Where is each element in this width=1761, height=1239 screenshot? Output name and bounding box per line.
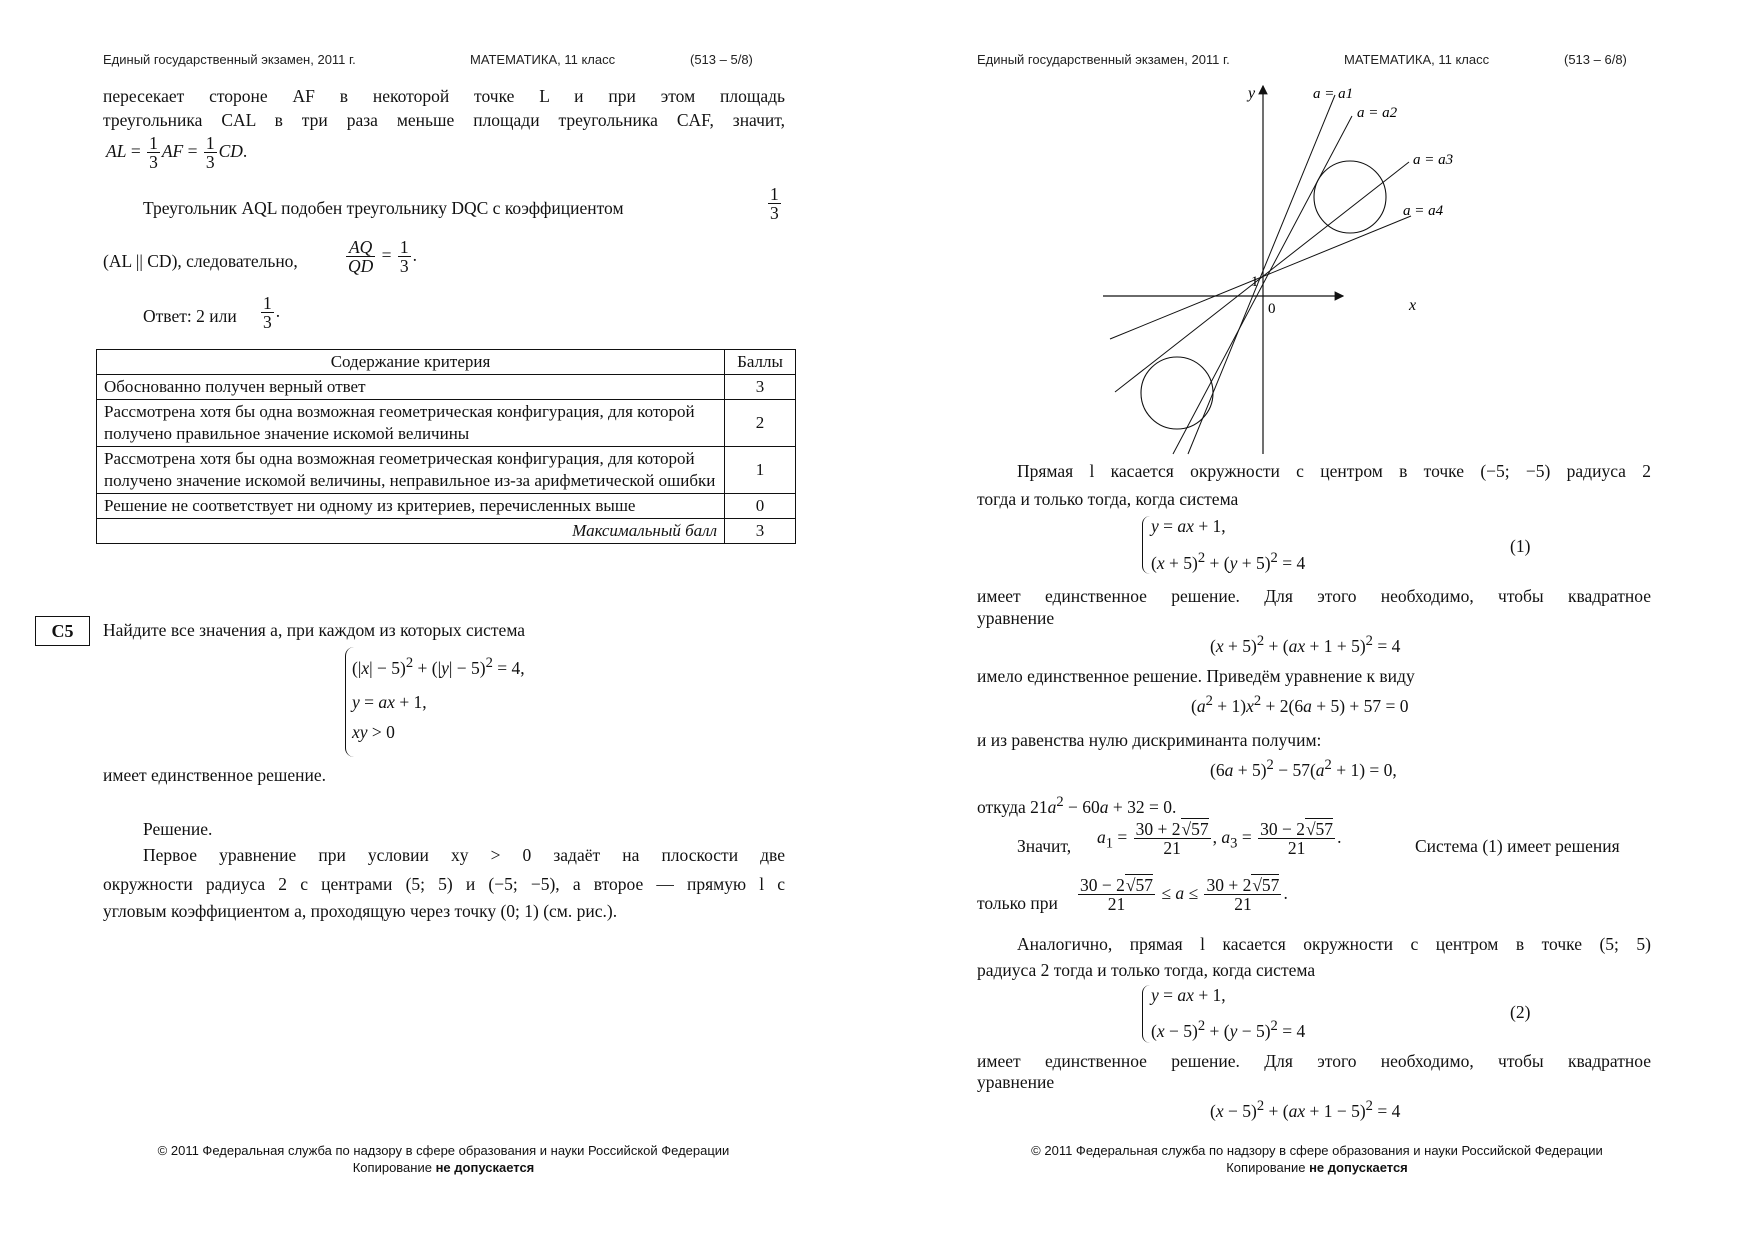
formula-al: AL = $\frac{1}{3}$ AF = $\frac{1}{3}$ CD.	[106, 133, 248, 173]
header-subject: МАТЕМАТИКА, 11 класс	[470, 52, 616, 67]
criteria-text: Рассмотрена хотя бы одна возможная геометрическая конфигурация, для которой получено правильное значение искомой величины	[97, 400, 725, 447]
task-label: C5	[35, 616, 90, 646]
origin-label: 0	[1268, 301, 1276, 317]
eq-quadratic-1: $(x + 5)^2 + (ax + 1 + 5)^2 = 4$	[1210, 633, 1401, 656]
similar-text: Треугольник AQL подобен треугольнику DQC с коэффициентом	[143, 198, 624, 218]
p6-system: Система (1) имеет решения	[1415, 836, 1620, 856]
p6-only: только при	[977, 893, 1058, 913]
header-subject: МАТЕМАТИКА, 11 класс	[1344, 52, 1490, 67]
label-a2: a = a2	[1357, 105, 1398, 121]
intro-line-1: пересекает стороне AF в некоторой точке L и при этом площадь	[103, 86, 785, 106]
criteria-max-label: Максимальный балл	[97, 519, 725, 544]
label-a4: a = a4	[1403, 203, 1444, 219]
interval-a: $\frac{30 - 2√57}{21}$ ≤ a ≤ $\frac{30 + 2√57}{21}$ .	[1080, 875, 1288, 915]
p2-line-2: уравнение	[977, 608, 1055, 628]
system-eq-2: y = ax + 1,	[352, 692, 427, 712]
task-tail: имеет единственное решение.	[103, 765, 326, 785]
system-1-eq-1: y = ax + 1,	[1151, 516, 1226, 536]
p6-so: Значит,	[1017, 836, 1072, 856]
p1-line-1: Прямая l касается окружности с центром в точке (−5; −5) радиуса 2	[1017, 461, 1651, 481]
criteria-max-row	[97, 519, 796, 544]
table-row	[97, 375, 796, 400]
table-row	[97, 447, 796, 494]
system-2-number: (2)	[1510, 1002, 1531, 1022]
p1-line-2: тогда и только тогда, когда система	[977, 489, 1239, 509]
roots-a1-a3: $a_1$ = $\frac{30 + 2√57}{21}$ , $a_3$ = $\frac{30 - 2√57}{21}$ .	[1097, 819, 1342, 859]
criteria-points: 0	[725, 494, 796, 519]
p5: откуда $21a^2 - 60a + 32 = 0$.	[977, 794, 1177, 817]
p8-line-1: имеет единственное решение. Для этого необходимо, чтобы квадратное	[977, 1051, 1651, 1071]
header-exam: Единый государственный экзамен, 2011 г.	[103, 52, 356, 67]
eq-quadratic-2: $(x - 5)^2 + (ax + 1 - 5)^2 = 4$	[1210, 1098, 1401, 1121]
footer-forbidden: не допускается	[1309, 1160, 1408, 1175]
system-1-number: (1)	[1510, 536, 1531, 556]
system-2-eq-1: y = ax + 1,	[1151, 985, 1226, 1005]
similar-cond: (AL || CD), следовательно,	[103, 251, 298, 271]
criteria-header-points: Баллы	[725, 350, 796, 375]
eq-reduced: $(a^2 + 1)x^2 + 2(6a + 5) + 57 = 0$	[1191, 693, 1409, 716]
p4: и из равенства нулю дискриминанта получим:	[977, 730, 1322, 750]
criteria-table	[96, 349, 796, 544]
system-2-eq-2: $(x - 5)^2 + (y - 5)^2 = 4$	[1151, 1018, 1306, 1041]
system-2-brace	[1142, 985, 1150, 1043]
solution-line-2: окружности радиуса 2 с центрами (5; 5) и (−5; −5), а второе — прямую l с	[103, 874, 785, 894]
p2-line-1: имеет единственное решение. Для этого необходимо, чтобы квадратное	[977, 586, 1651, 606]
x-axis-label: x	[1409, 297, 1417, 314]
one-label: 1	[1251, 274, 1259, 290]
criteria-header-row	[97, 350, 796, 375]
formula-aq-qd: $\frac{AQ}{QD}$ = $\frac{1}{3}$ .	[348, 237, 418, 277]
intro-line-2: треугольника CAL в три раза меньше площади треугольника CAF, значит,	[103, 110, 785, 130]
system-eq-3: xy > 0	[352, 722, 395, 742]
p5-text: откуда	[977, 796, 1026, 817]
label-a1: a = a1	[1313, 86, 1354, 102]
p7-line-2: радиуса 2 тогда и только тогда, когда система	[977, 960, 1316, 980]
eq-discriminant: $(6a + 5)^2 - 57(a^2 + 1) = 0$,	[1210, 757, 1397, 780]
tangent-line-a1	[1188, 95, 1335, 454]
system-eq-1: $(|x| - 5)^2 + (|y| - 5)^2 = 4$,	[352, 655, 525, 678]
criteria-points: 1	[725, 447, 796, 494]
tangent-lines-figure	[1103, 80, 1454, 460]
footer	[0, 1142, 887, 1176]
footer	[873, 1142, 1761, 1176]
solution-label: Решение.	[143, 819, 213, 839]
criteria-header-content: Содержание критерия	[97, 350, 725, 375]
table-row	[97, 494, 796, 519]
criteria-text: Рассмотрена хотя бы одна возможная геометрическая конфигурация, для которой получено значение искомой величины, неправильное из-за арифметической ошибки	[97, 447, 725, 494]
table-row	[97, 400, 796, 447]
y-axis-label: y	[1248, 85, 1256, 102]
page-right	[873, 0, 1747, 1239]
system-1-eq-2: $(x + 5)^2 + (y + 5)^2 = 4$	[1151, 550, 1306, 573]
system-1-brace	[1142, 516, 1150, 574]
footer-line-1: © 2011 Федеральная служба по надзору в сфере образования и науки Российской Федерации	[157, 1143, 730, 1158]
header-exam: Единый государственный экзамен, 2011 г.	[977, 52, 1230, 67]
criteria-text: Обоснованно получен верный ответ	[97, 375, 725, 400]
tangent-line-a4	[1110, 216, 1411, 339]
footer-line-1: © 2011 Федеральная служба по надзору в сфере образования и науки Российской Федерации	[1031, 1143, 1603, 1158]
p8-line-2: уравнение	[977, 1072, 1055, 1092]
task-text: Найдите все значения a, при каждом из которых система	[103, 620, 526, 640]
criteria-max-points: 3	[725, 519, 796, 544]
solution-line-3: угловым коэффициентом a, проходящую через точку (0; 1) (см. рис.).	[103, 901, 618, 921]
coef-fraction: $\frac{1}{3}$	[770, 184, 779, 224]
footer-copy: Копирование	[1226, 1160, 1310, 1175]
page-left	[0, 0, 873, 1239]
label-a3: a = a3	[1413, 152, 1454, 168]
footer-forbidden: не допускается	[435, 1160, 535, 1175]
footer-line-2	[873, 1159, 1761, 1176]
header-code: (513 – 5/8)	[690, 52, 753, 67]
criteria-points: 2	[725, 400, 796, 447]
p7-line-1: Аналогично, прямая l касается окружности с центром в точке (5; 5)	[1017, 934, 1651, 954]
answer-fraction: $\frac{1}{3}$ .	[263, 293, 281, 333]
criteria-text: Решение не соответствует ни одному из критериев, перечисленных выше	[97, 494, 725, 519]
circle-upper	[1314, 161, 1386, 233]
footer-copy: Копирование	[352, 1160, 436, 1175]
criteria-points: 3	[725, 375, 796, 400]
footer-line-2	[0, 1159, 887, 1176]
p3: имело единственное решение. Приведём уравнение к виду	[977, 666, 1415, 686]
solution-line-1: Первое уравнение при условии xy > 0 задаёт на плоскости две	[143, 845, 785, 865]
answer-label: Ответ: 2 или	[143, 306, 237, 326]
header-code: (513 – 6/8)	[1564, 52, 1627, 67]
